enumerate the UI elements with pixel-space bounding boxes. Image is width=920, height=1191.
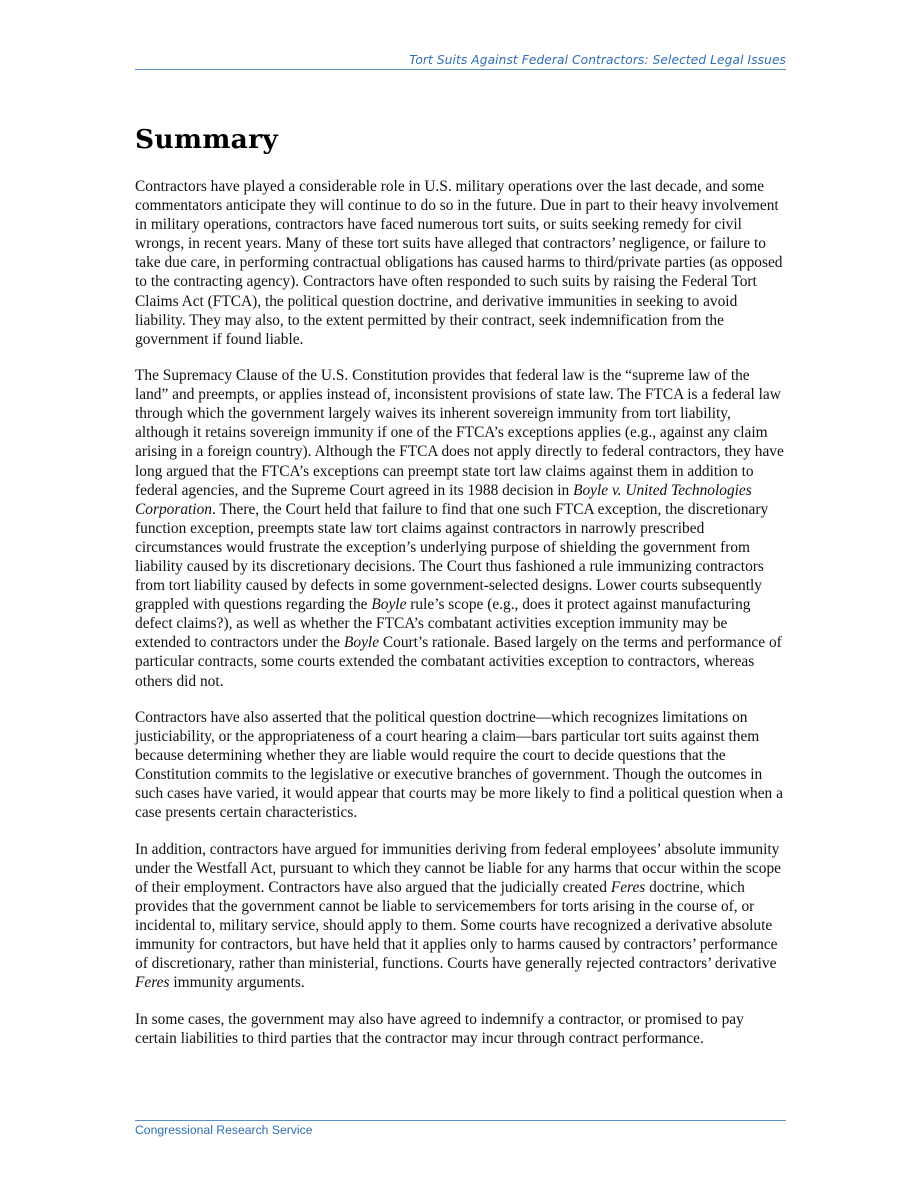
text-run: immunity arguments. [169,974,305,992]
footer-text: Congressional Research Service [135,1123,313,1137]
text-run: rule’s scope (e.g., does it protect against manufacturing defect claims?), as well as whether the FTCA’s combatant activities exception immunity may be extended to contractors under the [135,596,751,652]
header-rule [135,69,786,70]
case-name-italic: Boyle [371,596,407,614]
paragraph [135,1010,786,1048]
footer-rule [135,1120,786,1121]
text-run: Court’s rationale. Based largely on the terms and performance of particular contracts, some courts extended the combatant activities exception to contractors, whereas others did not. [135,634,782,690]
text-run: In some cases, the government may also have agreed to indemnify a contractor, or promised to pay certain liabilities to third parties that the contractor may incur through contract performance. [135,1010,744,1047]
paragraph [135,177,786,349]
text-run: The Supremacy Clause of the U.S. Constitution provides that federal law is the “supreme law of the land” and preempts, or applies instead of, inconsistent provisions of state law. The FTCA is a federal law through which the government largely waives its inherent sovereign immunity from tort liability, although it retains sovereign immunity if one of the FTCA’s exceptions applies (e.g., against any claim arising in a foreign country). Although the FTCA does not apply directly to federal contractors, they have long argued that the FTCA’s exceptions can preempt state tort law claims against them in addition to federal agencies, and the Supreme Court agreed in its 1988 decision in [135,367,784,499]
running-header: Tort Suits Against Federal Contractors: Selected Legal Issues [409,53,786,67]
case-name-italic: Boyle v. United Technologies Corporation [135,481,752,518]
paragraph [135,708,786,823]
doctrine-name-italic: Feres [135,974,170,992]
summary-body [135,177,786,1065]
case-name-italic: Boyle [343,634,380,652]
text-run: . There, the Court held that failure to find that one such FTCA exception, the discretionary function exception, preempts state law tort claims against contractors in narrowly prescribed circumstances would frustrate the exception’s underlying purpose of shielding the government from liability caused by its discretionary decisions. The Court thus fashioned a rule immunizing contractors from tort liability caused by defects in some government-selected designs. Lower courts subsequently grappled with questions regarding the [135,500,769,614]
text-run: In addition, contractors have argued for immunities deriving from federal employees’ absolute immunity under the Westfall Act, pursuant to which they cannot be liable for any harms that occur within the scope of their employment. Contractors have also argued that the judicially created [135,840,781,896]
paragraph [135,840,786,993]
paragraph [135,366,786,691]
doctrine-name-italic: Feres [610,878,646,896]
page-title: Summary [135,124,279,155]
text-run: doctrine, which provides that the government cannot be liable to servicemembers for torts arising in the course of, or incidental to, military service, should apply to them. Some courts have recognized a derivative absolute immunity for contractors, but have held that it applies only to harms caused by contractors’ performance of discretionary, rather than ministerial, functions. Courts have generally rejected contractors’ derivative [135,878,778,973]
text-run: Contractors have played a considerable role in U.S. military operations over the last decade, and some commentators anticipate they will continue to do so in the future. Due in part to their heavy involvement in military operations, contractors have faced numerous tort suits, or suits seeking remedy for civil wrongs, in recent years. Many of these tort suits have alleged that contractors’ negligence, or failure to take due care, in performing contractual obligations has caused harms to third/private parties (as opposed to the contracting agency). Contractors have often responded to such suits by raising the Federal Tort Claims Act (FTCA), the political question doctrine, and derivative immunities in seeking to avoid liability. They may also, to the extent permitted by their contract, seek indemnification from the government if found liable. [135,178,783,348]
text-run: Contractors have also asserted that the political question doctrine—which recognizes limitations on justiciability, or the appropriateness of a court hearing a claim—bars particular tort suits against them because determining whether they are liable would require the court to decide questions that the Constitution commits to the legislative or executive branches of government. Though the outcomes in such cases have varied, it would appear that courts may be more likely to find a political question when a case presents certain characteristics. [135,708,783,822]
